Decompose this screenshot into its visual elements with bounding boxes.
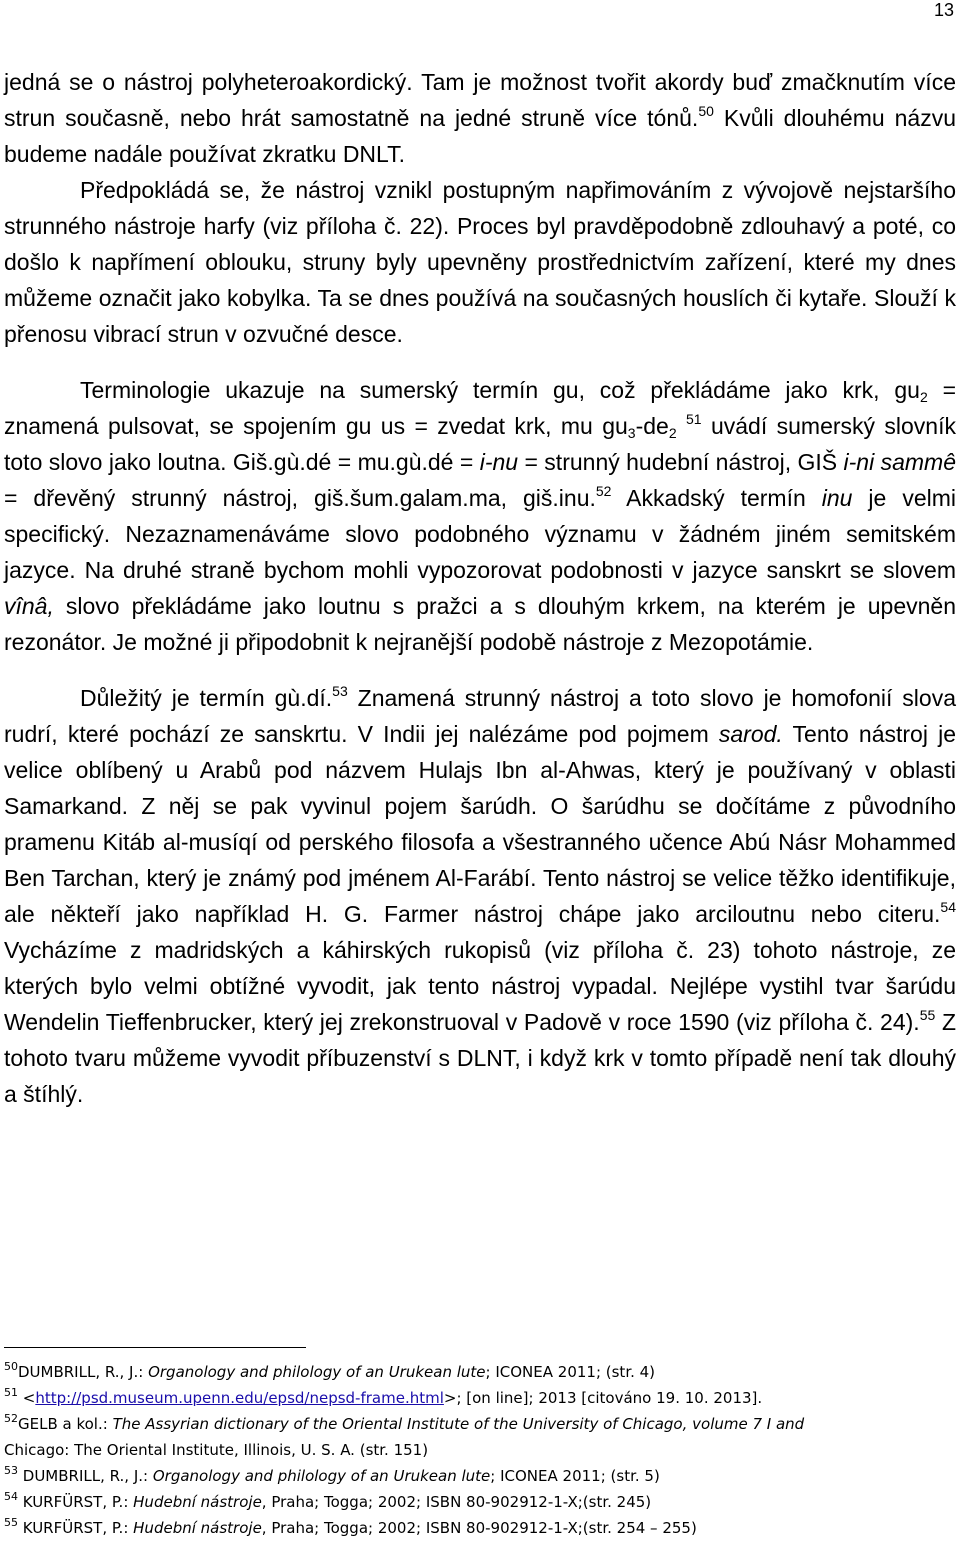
footnote [4,1489,956,1515]
text-run: = strunný hudební nástroj, GIŠ [518,449,844,475]
text-run: -de [635,413,669,439]
body-text [4,64,956,1112]
text-run: Z tohoto tvaru můžeme vyvodit příbuzenství s DLNT, i když krk v tomto případě není tak dlouhý a štíhlý. [4,1009,956,1107]
text-run: ; ICONEA 2011; (str. 5) [490,1467,660,1485]
footnote-separator [4,1347,306,1348]
footnote [4,1359,956,1385]
footnotes [4,1359,956,1541]
footnote-ref: 52 [4,1412,18,1425]
text-run: DUMBRILL, R., J.: [18,1467,153,1485]
subscript: 2 [919,389,928,405]
text-run [677,413,686,439]
subscript: 2 [668,425,677,441]
url-link[interactable]: http://psd.museum.upenn.edu/epsd/nepsd-frame.html [35,1389,444,1407]
italic-term: i-nu [479,449,519,475]
paragraph [4,680,956,1112]
text-run: slovo překládáme jako loutnu s pražci a s dlouhým krkem, na kterém je upevněn rezonátor. Je možné ji připodobnit k nejranější podobě nástroje z Mezopotámie. [4,593,956,655]
text-run: Vycházíme z madridských a káhirských rukopisů (viz příloha č. 23) tohoto nástroje, ze kterých bylo velmi obtížné vyvodit, jak tento nástroj vypadal. Nejlépe vystihl tvar šarúdu Wendelin Tieffenbrucker, který jej zrekonstruoval v Padově v roce 1590 (viz příloha č. 24). [4,937,956,1035]
footnote-ref: 55 [919,1007,936,1023]
footnote-ref: 53 [4,1464,18,1477]
italic-term: sarod. [718,721,783,747]
text-run: = dřevěný strunný nástroj, giš.šum.galam.ma, giš.inu. [4,485,596,511]
footnote-ref: 52 [595,483,612,499]
italic-term: inu [821,485,853,511]
text-run: Důležitý je termín gù.dí. [80,685,333,711]
text-run: Kvůli dlouhému názvu budeme nadále používat zkratku DNLT. [4,105,956,167]
footnote [4,1437,956,1463]
subscript: 3 [627,425,636,441]
text-run: >; [on line]; 2013 [citováno 19. 10. 2013]. [443,1389,763,1407]
text-run: KURFÜRST, P.: [18,1519,134,1537]
text-run: jedná se o nástroj polyheteroakordický. Tam je možnost tvořit akordy buď zmačknutím více strun současně, nebo hrát samostatně na jedné struně více tónů. [4,69,956,131]
footnote [4,1515,956,1541]
text-run: Akkadský termín [611,485,822,511]
text-run: Znamená strunný nástroj a toto slovo je homofonií slova rudrí, které pochází ze sanskrtu. V Indii jej nalézáme pod pojmem [4,685,956,747]
footnote-ref: 54 [4,1490,18,1503]
text-run: uvádí sumerský slovník toto slovo jako loutna. Giš.gù.dé = mu.gù.dé = [4,413,956,475]
italic-term: Hudební nástroje [133,1519,262,1537]
text-run: DUMBRILL, R., J.: [18,1363,149,1381]
text-run: Terminologie ukazuje na sumerský termín gu, což překládáme jako krk, gu [80,377,920,403]
page-number: 13 [933,0,954,20]
text-run: GELB a kol.: [18,1415,113,1433]
paragraph [4,172,956,352]
italic-term: The Assyrian dictionary of the Oriental Institute of the University of Chicago, volume 7 I and [112,1415,805,1433]
footnote [4,1463,956,1489]
paragraph [4,64,956,172]
text-run: = znamená pulsovat, se spojením gu us = zvedat krk, mu gu [4,377,956,439]
footnote-ref: 50 [4,1360,18,1373]
footnote [4,1385,956,1411]
footnote-ref: 55 [4,1516,18,1529]
text-run: Chicago: The Oriental Institute, Illinois, U. S. A. (str. 151) [4,1441,429,1459]
footnote-ref: 50 [698,103,714,119]
text-run: je velmi specifický. Nezaznamenáváme slovo podobného významu v žádném jiném semitském jazyce. Na druhé straně bychom mohli vypozorovat podobnosti v jazyce sanskrt se slovem [4,485,956,583]
text-run: < [18,1389,36,1407]
footnote-ref: 51 [686,411,702,427]
text-run: Tento nástroj je velice oblíbený u Arabů pod názvem Hulajs Ibn al-Ahwas, který je používaný v oblasti Samarkand. Z něj se pak vyvinul pojem šarúdh. O šarúdhu se dočítáme z původního pramenu Kitáb al-musíqí od perského filosofa a všestranného učence Abú Násr Mohammed Ben Tarchan, který je známý pod jménem Al-Farábí. Tento nástroj se velice těžko identifikuje, ale někteří jako například H. G. Farmer nástroj chápe jako arciloutnu nebo citeru. [4,721,956,927]
italic-term: Organology and philology of an Urukean lute [152,1467,491,1485]
footnote [4,1411,956,1437]
text-run: KURFÜRST, P.: [18,1493,134,1511]
text-run: , Praha; Togga; 2002; ISBN 80-902912-1-X;(str. 254 – 255) [261,1519,697,1537]
paragraph [4,372,956,660]
footnote-ref: 51 [4,1386,18,1399]
footnote-ref: 53 [332,683,348,699]
text-run: ; ICONEA 2011; (str. 4) [485,1363,656,1381]
italic-term: Organology and philology of an Urukean lute [148,1363,486,1381]
italic-term: i-ni sammê [843,449,956,475]
italic-term: vînâ, [4,593,54,619]
italic-term: Hudební nástroje [133,1493,262,1511]
text-run: Předpokládá se, že nástroj vznikl postupným napřimováním z vývojově nejstaršího strunného nástroje harfy (viz příloha č. 22). Proces byl pravděpodobně zdlouhavý a poté, co došlo k napřímení oblouku, struny byly upevněny prostřednictvím zařízení, které my dnes můžeme označit jako kobylka. Ta se dnes používá na současných houslích či kytaře. Slouží k přenosu vibrací strun v ozvučné desce. [4,177,956,347]
text-run: , Praha; Togga; 2002; ISBN 80-902912-1-X;(str. 245) [261,1493,652,1511]
footnote-ref: 54 [940,899,956,915]
